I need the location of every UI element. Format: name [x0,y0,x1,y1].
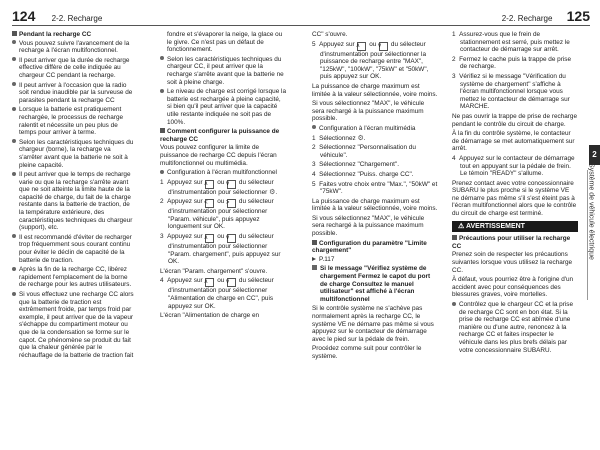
sub-multimedia: Configuration à l'écran multimédia [312,125,438,133]
gear-icon: ⚙ [357,134,364,142]
mm-step-3: 3 Sélectionnez "Chargement". [312,161,399,169]
page-number-left: 124 [12,8,36,24]
section-title-left: 2-2. Recharge [51,14,103,23]
list-item: Selon les caractéristiques techniques du chargeur (borne), la recharge va s'arrêter avant que la batterie ne soit à pleine capacité. [12,139,134,169]
column-4 [452,31,578,356]
list-item: Après la fin de la recharge CC, libérez rapidement l'emplacement de la borne de recharge pour les autres utilisateurs. [12,266,134,289]
up-button-icon: ∧ [357,42,366,51]
heading-dc-precautions: Précautions pour utiliser la recharge CC [452,235,571,250]
paragraph: Ne pas ouvrir la trappe de prise de recharge pendant le contrôle du circuit de charge. [452,112,578,128]
warning-icon: ⚠ [458,222,465,230]
heading-configure-power: Comment configurer la puissance de recharge CC [160,128,280,143]
list-item: Lorsque la batterie est pratiquement rechargée, le processus de recharge ralentit et nécessite un peu plus de temps pour arriver à terme. [12,106,134,136]
column-2 [160,31,286,322]
step-5: 5 Appuyez sur ∧ ou ∨ du sélecteur d'instrumentation pour sélectionner la puissance de recharge entre "MAX", "125kW", "100kW", "75kW" et "50kW", puis appuyez sur OK. [312,40,429,81]
list-item: Il peut arriver que la durée de recharge effective diffère de celle indiquée au chargeur CC pendant la recharge. [12,57,134,80]
bullet-icon [12,40,16,44]
page-reference[interactable]: P.117 [312,256,438,264]
check-step-3: 3 Vérifiez si le message "Vérification du système de chargement" s'affiche à l'écran multifonctionnel lorsque vous mettez le contacteur de démarrage sur MARCHE. [452,72,570,111]
square-bullet-icon [452,235,457,240]
step-2: 2 Appuyez sur < ou > du sélecteur d'instrumentation pour sélectionner "Param. véhicule", puis appuyez longuement sur OK. [160,198,274,231]
intro-text: Vous pouvez configurer la limite de puissance de recharge CC depuis l'écran multifonctionnel ou multimédia. [160,144,277,167]
bullet-icon [12,172,16,176]
sub-multifunction: Configuration à l'écran multifonctionnel [160,169,286,177]
step-result: L'écran "Param. chargement" s'ouvre. [160,267,268,275]
step-1: 1 Appuyez sur ∧ ou ∨ du sélecteur d'instrumentation pour sélectionner ⚙. [160,178,278,196]
ok-button-label: OK [370,73,380,81]
paragraph: Prenez contact avec votre concessionnaire SUBARU le plus proche si le système VE ne démarre pas même s'il s'est éteint pas à l'écran multifonctionnel alors que le contrôle du circuit de charge est terminé. [452,179,577,218]
chapter-side-title: Système de véhicule électrique [587,163,595,260]
down-button-icon: ∨ [227,278,236,287]
heading-dc-charging: Pendant la recharge CC [12,31,134,39]
up-button-icon: ∧ [205,180,214,189]
bullet-icon [160,56,164,60]
bullet-icon [12,57,16,61]
paragraph: Prenez soin de respecter les précautions suivantes lorsque vous utilisez la recharge CC. [452,251,573,274]
check-step-1: 1 Assurez-vous que le frein de stationnement est serré, puis mettez le contacteur de démarrage sur arrêt. [452,31,570,54]
pointer-icon [312,257,316,261]
section-title-right: 2-2. Recharge [501,14,553,23]
mm-step-1: 1 Sélectionnez ⚙. [312,134,366,142]
bullet-icon [12,292,16,296]
paragraph: Si le contrôle système ne s'achève pas normalement après la recharge CC, le système VE ne démarre pas même si vous appuyez sur le contacteur de démarrage avec le pied sur la pédale de frein. [312,305,434,343]
note-icon [312,265,317,270]
bullet-icon [312,125,316,129]
bullet-icon [12,267,16,271]
check-step-2: 2 Fermez le cache puis la trappe de prise de recharge. [452,55,572,71]
continued-text: fondre et s'évaporer la neige, la glace ou le givre. Ce n'est pas un défaut de fonctionnement. [167,31,283,54]
header-rule [12,25,590,26]
bullet-icon [12,139,16,143]
right-button-icon: > [227,199,236,208]
page-number-right: 125 [566,8,590,24]
list-item: Il peut arriver que le temps de recharge varie ou que la recharge s'arrête avant que ne soit atteinte la limite haute de la capacité de charge, du fait de la charge restante dans la batterie de traction, de la température extérieure, des caractéristiques techniques du chargeur (support), etc. [12,171,134,232]
mm-step-5: 5 Faites votre choix entre "Max.", "50kW" et "75kW". [312,180,438,196]
down-button-icon: ∨ [379,42,388,51]
paragraph: La puissance de charge maximum est limitée à la valeur sélectionnée, voire moins. [312,82,438,98]
square-bullet-icon [12,31,17,36]
up-button-icon: ∧ [205,234,214,243]
paragraph: La puissance de charge maximum est limitée à la valeur sélectionnée, voire moins. [312,197,438,213]
square-bullet-icon [160,128,165,133]
ok-button-label: OK [168,258,178,266]
paragraph: Si vous sélectionnez "MAX", le véhicule sera rechargé à la puissance maximum possible. [312,100,425,123]
bullet-icon [452,302,456,306]
left-button-icon: < [205,199,214,208]
header-right [502,8,590,26]
gear-icon: ⚙ [269,188,276,196]
list-item: Vous pouvez suivre l'avancement de la recharge à l'écran multifonctionnel. [12,40,134,55]
list-item: Il peut arriver à l'occasion que la radio soit rendue inaudible par la surveuse de parasites pendant la recharge CC [12,82,134,105]
heading-charge-limit: Configuration du paramètre "Limite chargement" [312,239,427,255]
down-button-icon: ∨ [227,180,236,189]
down-button-icon: ∨ [227,234,236,243]
list-item: Le niveau de charge est corrigé lorsque la batterie est rechargée à pleine capacité, si bien qu'il peut arriver que la capacité utile restante indiquée ne soit pas de 100%. [160,88,286,126]
up-button-icon: ∧ [205,278,214,287]
bullet-icon [12,234,16,238]
check-step-4: 4 Appuyez sur le contacteur de démarrage tout en appuyant sur la pédale de frein. Le témoin "READY" s'allume. [452,154,575,178]
ok-button-label: OK [204,302,214,310]
list-item: Si vous effectuez une recharge CC alors que la batterie de traction est extrêmement froide, par temps froid par exemple, il peut arriver que de la vapeur s'échappe du compartiment moteur ou que de la condensation se forme sur le capot. Ce phénomène se produit du fait que la chaleur générée par le réchauffage de la batterie de traction fait [12,291,134,359]
mm-step-4: 4 Sélectionnez "Puiss. charge CC". [312,170,414,178]
square-bullet-icon [312,240,317,245]
warning-banner: ⚠ AVERTISSEMENT [452,221,578,233]
paragraph: Procédez comme suit pour contrôler le système. [312,345,422,360]
ok-button-label: OK [213,223,224,231]
step-4: 4 Appuyez sur ∧ ou ∨ du sélecteur d'instrumentation pour sélectionner "Alimentation de charge en CC", puis appuyez sur OK. [160,277,274,310]
column-3 [312,31,438,363]
message-note: Si le message "Vérifiez système de chargement Fermez le capot du port de charge Consultez le manuel utilisateur" est affiché à l'écran multifonctionnel [312,265,438,303]
header-left [12,8,102,26]
paragraph: Si vous sélectionnez "MAX", le véhicule sera rechargé à la puissance maximum possible. [312,214,425,238]
step-3: 3 Appuyez sur ∧ ou ∨ du sélecteur d'instrumentation pour sélectionner "Param. chargement", puis appuyez sur OK. [160,233,281,266]
bullet-icon [160,170,164,174]
list-item: Il est recommandé d'éviter de recharger trop fréquemment sous courant continu pour éviter le déclin de capacité de la batterie de traction. [12,234,134,264]
mm-step-2: 2 Sélectionnez "Personnalisation du véhicule". [312,144,416,159]
list-item: Contrôlez que le chargeur CC et la prise de recharge CC sont en bon état. Si la prise de recharge CC est abîmée d'une manière ou d'une autre, renoncez à la recharge CC et faites inspecter le véhicule dans les plus brefs délais par votre concessionnaire SUBARU. [452,301,578,354]
continued-text: CC" s'ouvre. [312,31,348,38]
chapter-tab: 2 [589,145,600,165]
paragraph: À la fin du contrôle système, le contacteur de démarrage se met automatiquement sur arrêt. [452,130,575,153]
bullet-icon [160,89,164,93]
bullet-icon [12,107,16,111]
paragraph: À défaut, vous pourriez être à l'origine d'un accident avec pour conséquences des blessures graves, voire mortelles. [452,276,574,299]
column-1 [12,31,134,361]
bullet-icon [12,82,16,86]
step-result: L'écran "Alimentation de charge en [160,312,260,320]
list-item: Selon les caractéristiques techniques du chargeur CC, il peut arriver que la recharge s'arrête avant que la batterie ne soit à pleine charge. [160,56,286,86]
